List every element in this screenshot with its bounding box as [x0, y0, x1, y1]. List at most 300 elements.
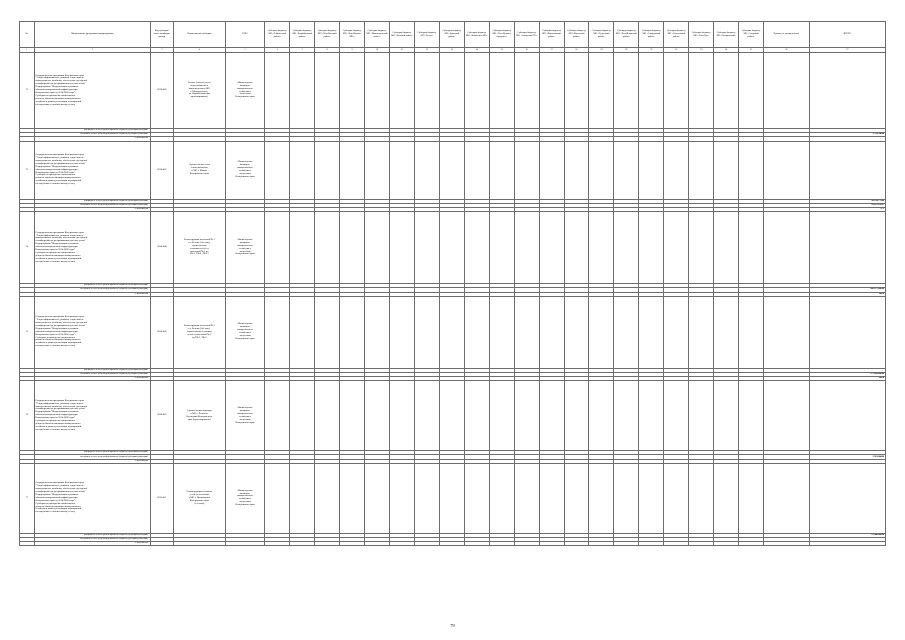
subsidy-name-line: Ремонт (замена) сетей — [187, 80, 211, 84]
grbs-name-line: энергетики — [239, 171, 251, 175]
empty-cell — [464, 381, 489, 451]
empty-cell — [389, 53, 414, 129]
empty-cell — [809, 296, 885, 368]
empty-cell — [664, 212, 689, 284]
subsidy-code: 0914-009 — [150, 296, 173, 368]
empty-cell — [539, 53, 564, 129]
program-description-line: хозяйства в рамках реализации мероприятий — [35, 256, 82, 260]
col-number: 7 — [290, 48, 315, 53]
funding-label: утверждено за счет средств краевого бюджета (субвенции/субсидии) — [34, 199, 150, 203]
col-number: 15 — [489, 48, 514, 53]
header-num: № — [20, 22, 35, 48]
empty-cell — [315, 141, 340, 199]
grbs-name-line: Министерство — [237, 406, 253, 410]
empty-cell — [514, 296, 539, 368]
total-value: 71,5 — [809, 207, 885, 211]
empty-cell — [265, 542, 290, 546]
empty-cell — [365, 296, 390, 368]
grbs-name-line: хозяйства и — [239, 414, 251, 418]
program-description-line: по подготовке к отопительному сезону — [35, 259, 76, 263]
subsidy-name-line: в г. Белово (2-й этап), — [188, 240, 211, 244]
empty-cell — [365, 141, 390, 199]
empty-cell — [439, 53, 464, 129]
empty-cell — [564, 463, 589, 533]
empty-cell — [689, 141, 714, 199]
col-number: 22 — [664, 48, 689, 53]
empty-cell — [340, 542, 365, 546]
empty-cell — [809, 212, 885, 284]
col-number: 21 — [639, 48, 664, 53]
empty-cell — [389, 463, 414, 533]
grbs-name-line: Министерство — [237, 322, 253, 326]
grbs-name-line: хозяйства и — [239, 497, 251, 501]
program-description-line: коммунального хозяйства, обеспечение доступной — [35, 236, 87, 240]
empty-cell — [265, 53, 290, 129]
row-number: 75 — [20, 296, 35, 368]
program-description-line: хозяйства в рамках реализации мероприятий — [35, 507, 82, 511]
grbs-name-line: жилищно- — [239, 240, 251, 244]
empty-cell — [589, 141, 614, 199]
empty-cell — [150, 542, 173, 546]
empty-cell — [340, 381, 365, 451]
empty-cell — [664, 381, 689, 451]
empty-cell — [539, 381, 564, 451]
empty-cell — [664, 542, 689, 546]
subsidy-name-line: сетей от котельной № 2 — [187, 332, 212, 336]
empty-cell — [389, 296, 414, 368]
funding-label: % исполнения — [34, 207, 150, 211]
total-value — [809, 542, 885, 546]
empty-cell — [539, 542, 564, 546]
empty-cell — [489, 542, 514, 546]
empty-cell — [689, 212, 714, 284]
col-number: 19 — [589, 48, 614, 53]
subsidy-name-line: до ТК-3, ТК-6 — [192, 335, 207, 339]
funding-label: утверждено за счет средств краевого бюджета (субвенции/субсидии) — [34, 451, 150, 455]
page-number: 79 — [450, 623, 455, 628]
empty-cell — [689, 463, 714, 533]
empty-cell — [315, 212, 340, 284]
grbs-name-line: хозяйства и — [239, 246, 251, 250]
empty-cell — [290, 212, 315, 284]
empty-cell — [290, 53, 315, 129]
grbs-name-line: Министерство — [237, 488, 253, 492]
empty-cell — [290, 463, 315, 533]
subsidy-name-line: Реконструкция котельной № 2 — [183, 323, 215, 327]
empty-cell — [365, 53, 390, 129]
subsidy-name — [173, 53, 225, 129]
empty-cell — [639, 53, 664, 129]
empty-cell — [539, 296, 564, 368]
empty-cell — [290, 381, 315, 451]
empty-cell — [564, 296, 589, 368]
empty-cell — [315, 296, 340, 368]
grbs-name-line: коммунального — [237, 411, 253, 415]
grbs-name-line: Кемеровского края — [235, 337, 255, 340]
empty-cell — [764, 53, 810, 129]
grbs-name-line: хозяйства и — [239, 331, 251, 335]
empty-cell — [564, 141, 589, 199]
funding-label: % исполнения — [34, 377, 150, 381]
empty-cell — [464, 53, 489, 129]
col-number: 8 — [315, 48, 340, 53]
funding-label: утверждено за счет средств краевого бюджета (субвенции/субсидии) — [34, 129, 150, 133]
empty-cell — [340, 141, 365, 199]
funding-label: поступило за счет средств федерального бюджета (субсидии/субвенции) — [34, 133, 150, 137]
empty-cell — [340, 463, 365, 533]
program-description-line: "Энергоэффективность, развитие энергетики и — [35, 484, 84, 488]
funding-label: % исполнения — [34, 137, 150, 141]
empty-cell — [489, 141, 514, 199]
header-mo-18: Субсидия бюджету МО «Усть-Уда» — [689, 22, 714, 48]
empty-cell — [739, 212, 764, 284]
empty-cell — [664, 141, 689, 199]
empty-cell — [714, 381, 739, 451]
col-number: 10 — [365, 48, 390, 53]
funding-label: поступило за счет средств федерального бюджета (субсидии/субвенции) — [34, 455, 150, 459]
program-description-line: "Энергоэффективность, развитие энергетики и — [35, 155, 84, 159]
funding-label: утверждено за счет средств краевого бюджета (субвенции/субсидии) — [34, 533, 150, 537]
empty-cell — [225, 542, 265, 546]
subsidy-name-line: теплоснабжения — [190, 166, 208, 170]
grbs-name-line: коммунального — [237, 243, 253, 247]
empty-cell — [514, 381, 539, 451]
header-mo-11: Субсидия бюджету МО «Ангарский ГО» — [514, 22, 539, 48]
empty-cell — [365, 542, 390, 546]
empty-cell — [514, 53, 539, 129]
subsidy-name-line: строительство — [192, 243, 207, 247]
empty-cell — [739, 463, 764, 533]
header-other: Прочие (не распределено) — [764, 22, 810, 48]
program-description — [34, 381, 150, 451]
program-description-line: Кемеровского края на 2014-2020 годы". — [35, 498, 76, 502]
grbs-name-line: жилищно- — [239, 408, 251, 412]
col-number: 2 — [34, 48, 150, 53]
grbs-name — [225, 381, 265, 451]
col-number: 12 — [414, 48, 439, 53]
program-description-line: объектов коммунальной инфраструктуры — [35, 167, 78, 171]
empty-cell — [315, 542, 340, 546]
grbs-name-line: жилищно- — [239, 491, 251, 495]
funding-label: утверждено за счет средств краевого бюджета (субвенции/субсидии) — [34, 284, 150, 288]
program-description-line: объектов коммунальной инфраструктуры — [35, 88, 78, 92]
program-description-line: ремонта объектов жилищно-коммунального — [35, 176, 81, 180]
grbs-name-line: хозяйства и — [239, 169, 251, 173]
empty-cell — [564, 381, 589, 451]
col-number: 14 — [464, 48, 489, 53]
row-number: 76 — [20, 381, 35, 451]
empty-cell — [315, 53, 340, 129]
empty-cell — [809, 53, 885, 129]
program-description-line: Субсидии на проведение капитального — [35, 250, 76, 254]
subsidy-name — [173, 141, 225, 199]
empty-cell — [414, 296, 439, 368]
empty-cell — [739, 542, 764, 546]
empty-cell — [739, 296, 764, 368]
empty-cell — [614, 53, 639, 129]
header-grbs: ГРБС — [225, 22, 265, 48]
subsidy-name-line: Реконструкция котельной № 1 — [183, 237, 215, 241]
program-description-line: Кемеровского края на 2014-2020 годы". — [35, 90, 76, 94]
program-description-line: коммунального хозяйства, обеспечение доступной — [35, 321, 87, 325]
program-description-line: и комфортной среды проживания для населения" — [35, 161, 86, 165]
col-number: 1 — [20, 48, 35, 53]
total-value: 94 124,77900 — [809, 199, 885, 203]
empty-cell — [290, 296, 315, 368]
grbs-name-line: хозяйства и — [239, 89, 251, 93]
row-number: 77 — [20, 463, 35, 533]
subsidy-name-line: в МО г. Прокопьевск — [188, 495, 210, 499]
grbs-name-line: энергетики — [239, 500, 251, 504]
program-description-line: и комфортной среды проживания для населения" — [35, 407, 86, 411]
program-description-line: по подготовке к отопительному сезону — [35, 182, 76, 186]
header-name: Наименование программы (подпрограммы) — [34, 22, 150, 48]
subsidy-code: 0914-008 — [150, 212, 173, 284]
empty-cell — [539, 212, 564, 284]
col-number: 26 — [764, 48, 810, 53]
header-mo-20: Субсидия бюджету МО «Аларский район» — [739, 22, 764, 48]
subsidy-name — [173, 463, 225, 533]
empty-cell — [265, 296, 290, 368]
empty-cell — [714, 296, 739, 368]
empty-cell — [739, 381, 764, 451]
empty-cell — [664, 53, 689, 129]
empty-cell — [439, 212, 464, 284]
header-mo-10: Субсидия бюджету МО «Усть-Кутское городское» — [489, 22, 514, 48]
empty-cell — [539, 463, 564, 533]
subsidy-name-line: водоотведения в МО — [188, 86, 210, 90]
program-description — [34, 463, 150, 533]
empty-cell — [414, 542, 439, 546]
grbs-name-line: Министерство — [237, 80, 253, 84]
empty-cell — [539, 141, 564, 199]
header-mo-6: Субсидия бюджету МО «Чунский район» — [389, 22, 414, 48]
header-mo-1: Субсидия бюджету МО «Тайшетский район» — [265, 22, 290, 48]
program-description-line: Государственная программа Кемеровского края — [35, 73, 84, 77]
total-value: 15 000,00000 — [809, 533, 885, 537]
subsidy-name-line: г. Междуреченск, — [190, 89, 209, 93]
empty-cell — [20, 542, 35, 546]
empty-cell — [614, 463, 639, 533]
empty-cell — [614, 141, 639, 199]
header-mo-3: Субсидия бюджету МО «Усть-Кутский район» — [315, 22, 340, 48]
program-description-line: Кемеровского края на 2014-2020 годы". — [35, 170, 76, 174]
empty-cell — [290, 141, 315, 199]
subsidy-name-line: котельной № 1 до — [190, 249, 209, 253]
empty-cell — [464, 542, 489, 546]
empty-cell — [439, 381, 464, 451]
total-value: 271 684,00000 — [809, 372, 885, 376]
subsidy-name — [173, 212, 225, 284]
subsidy-name-line: в МО г. Ленинск- — [190, 411, 209, 415]
grbs-name-line: Кемеровского края — [235, 420, 255, 424]
empty-cell — [714, 212, 739, 284]
header-mo-5: Субсидия бюджету МО «Нижнеудинский район» — [365, 22, 390, 48]
empty-cell — [764, 463, 810, 533]
program-description-line: Субсидии на проведение капитального — [35, 93, 76, 97]
program-description-line: Подпрограмма "Модернизация и развитие — [35, 85, 79, 89]
total-value: 260 477,68000 — [809, 288, 885, 292]
subsidy-name-line: Кемеровского края — [189, 498, 209, 502]
program-row — [20, 53, 886, 129]
empty-cell — [414, 463, 439, 533]
program-description — [34, 212, 150, 284]
program-description-line: объектов коммунальной инфраструктуры — [35, 245, 78, 249]
col-number: 13 — [439, 48, 464, 53]
subsidy-code: 0914-010 — [150, 381, 173, 451]
grbs-name-line: Кемеровского края — [235, 252, 255, 256]
subsidy-name-line: Кемеровского края — [189, 171, 209, 175]
program-description-line: объектов коммунальной инфраструктуры — [35, 495, 78, 499]
subsidy-table — [19, 21, 886, 546]
empty-cell — [589, 542, 614, 546]
grbs-name — [225, 463, 265, 533]
funding-label: поступило за счет средств федерального бюджета (субсидии/субвенции) — [34, 538, 150, 542]
program-description-line: ремонта объектов жилищно-коммунального — [35, 96, 81, 100]
col-number: 16 — [514, 48, 539, 53]
grbs-name-line: энергетики — [239, 417, 251, 421]
subsidy-name-line: сетей от котельной — [189, 492, 209, 496]
header-mo-17: Субсидия бюджету МО «Ольхонский район» — [664, 22, 689, 48]
program-description-line: ремонта объектов жилищно-коммунального — [35, 504, 81, 508]
empty-cell — [439, 542, 464, 546]
subsidy-name — [173, 381, 225, 451]
subsidy-name-line: тепловых сетей от — [189, 246, 209, 250]
report-sheet — [19, 21, 886, 546]
empty-cell — [639, 296, 664, 368]
grbs-name — [225, 212, 265, 284]
empty-cell — [639, 141, 664, 199]
empty-cell — [265, 381, 290, 451]
program-description — [34, 53, 150, 129]
program-description — [34, 296, 150, 368]
empty-cell — [290, 542, 315, 546]
empty-cell — [664, 296, 689, 368]
empty-cell — [564, 212, 589, 284]
empty-cell — [514, 212, 539, 284]
empty-cell — [589, 296, 614, 368]
col-number: 24 — [714, 48, 739, 53]
total-value: 1 565,00000 — [809, 455, 885, 459]
empty-cell — [639, 463, 664, 533]
grbs-name-line: энергетики — [239, 92, 251, 96]
empty-cell — [714, 463, 739, 533]
empty-cell — [589, 53, 614, 129]
empty-cell — [365, 212, 390, 284]
grbs-name — [225, 141, 265, 199]
grbs-name — [225, 53, 265, 129]
program-description-line: Подпрограмма "Модернизация и развитие — [35, 242, 79, 246]
empty-cell — [764, 141, 810, 199]
empty-cell — [414, 212, 439, 284]
empty-cell — [414, 53, 439, 129]
empty-cell — [439, 141, 464, 199]
grbs-name-line: Кемеровского края — [235, 95, 255, 99]
empty-cell — [764, 542, 810, 546]
col-number: 25 — [739, 48, 764, 53]
empty-cell — [589, 212, 614, 284]
empty-cell — [514, 542, 539, 546]
program-row — [20, 296, 886, 368]
program-description-line: Государственная программа Кемеровского края — [35, 481, 84, 485]
empty-cell — [764, 381, 810, 451]
program-description-line: и комфортной среды проживания для населения" — [35, 323, 86, 327]
empty-cell — [340, 53, 365, 129]
empty-cell — [614, 381, 639, 451]
empty-cell — [389, 381, 414, 451]
grbs-name-line: коммунального — [237, 328, 253, 332]
grbs-name-line: Министерство — [237, 160, 253, 164]
program-description-line: коммунального хозяйства, обеспечение доступной — [35, 404, 87, 408]
program-description-line: Подпрограмма "Модернизация и развитие — [35, 410, 79, 414]
empty-cell — [639, 542, 664, 546]
empty-cell — [714, 542, 739, 546]
program-row — [20, 463, 886, 533]
empty-cell — [489, 463, 514, 533]
grbs-name-line: коммунального — [237, 494, 253, 498]
program-row — [20, 212, 886, 284]
col-number: 11 — [389, 48, 414, 53]
empty-cell — [365, 381, 390, 451]
empty-cell — [809, 381, 885, 451]
funding-label: поступило за счет средств федерального бюджета (субсидии/субвенции) — [34, 288, 150, 292]
empty-cell — [414, 141, 439, 199]
empty-cell — [514, 463, 539, 533]
subsidy-name-line: Строительство сетей — [188, 163, 210, 167]
program-description-line: "Энергоэффективность, развитие энергетики и — [35, 401, 84, 405]
funding-label: % исполнения — [34, 542, 150, 546]
col-number: 9 — [340, 48, 365, 53]
empty-cell — [464, 463, 489, 533]
program-description-line: ремонта объектов жилищно-коммунального — [35, 422, 81, 426]
empty-cell — [689, 542, 714, 546]
empty-cell — [589, 381, 614, 451]
col-number: 18 — [564, 48, 589, 53]
header-mo-8: Субсидия бюджету МО «Братский район» — [439, 22, 464, 48]
program-description-line: и комфортной среды проживания для населения" — [35, 490, 86, 494]
grbs-name — [225, 296, 265, 368]
header-mo-2: Субсидия бюджету МО «Бодайбинский район» — [290, 22, 315, 48]
program-description-line: Субсидии на проведение капитального — [35, 419, 76, 423]
subsidy-code: 0914-006 — [150, 53, 173, 129]
empty-cell — [764, 296, 810, 368]
header-mo-15: Субсидия бюджету МО «Усть-Илимский район» — [614, 22, 639, 48]
program-description-line: Государственная программа Кемеровского края — [35, 315, 84, 319]
empty-cell — [389, 542, 414, 546]
program-description-line: "Энергоэффективность, развитие энергетики и — [35, 318, 84, 322]
program-description-line: ремонта объектов жилищно-коммунального — [35, 338, 81, 342]
empty-cell — [315, 381, 340, 451]
empty-cell — [414, 381, 439, 451]
program-description-line: коммунального хозяйства, обеспечение доступной — [35, 158, 87, 162]
subsidy-name-line: (2-й этап) — [194, 501, 205, 505]
empty-cell — [389, 141, 414, 199]
program-description-line: хозяйства в рамках реализации мероприятий — [35, 341, 82, 345]
program-description-line: Подпрограмма "Модернизация и развитие — [35, 326, 79, 330]
empty-cell — [689, 381, 714, 451]
empty-cell — [664, 463, 689, 533]
total-value: 100,0 — [809, 377, 885, 381]
subsidy-name-line: Строительство водовода — [186, 408, 212, 412]
row-number: 73 — [20, 141, 35, 199]
grbs-name-line: энергетики — [239, 249, 251, 253]
grbs-name-line: Министерство — [237, 237, 253, 241]
program-description — [34, 141, 150, 199]
program-description-line: хозяйства в рамках реализации мероприятий — [35, 179, 82, 183]
program-description-line: Подпрограмма "Модернизация и развитие — [35, 492, 79, 496]
empty-cell — [739, 141, 764, 199]
program-description-line: "Энергоэффективность, развитие энергетики и — [35, 76, 84, 80]
